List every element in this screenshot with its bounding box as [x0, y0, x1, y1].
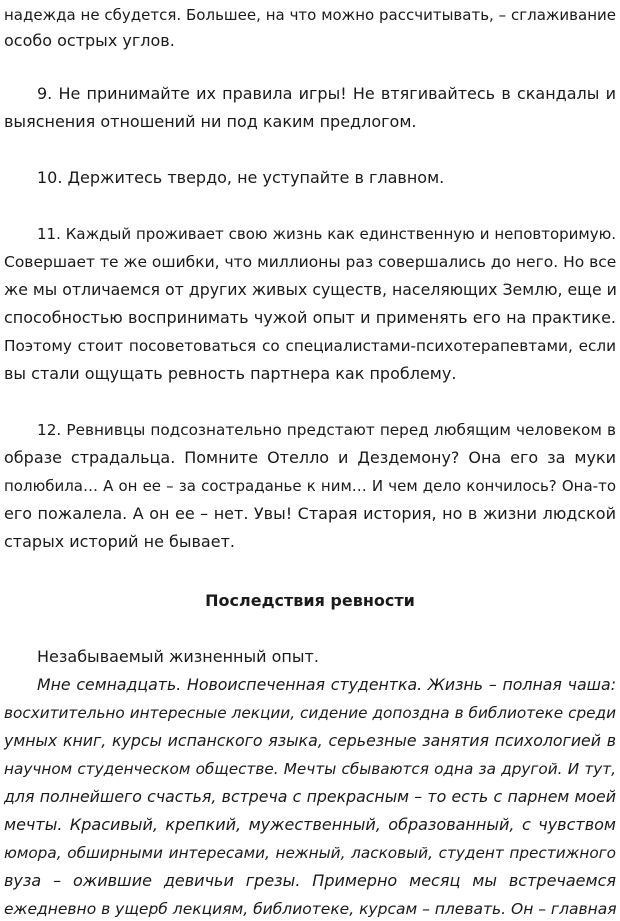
list-item-12-line: старых историй не бывает.: [4, 532, 235, 551]
list-item-12-line: его пожалела. А он ее – нет. Увы! Старая история, но в жизни людской: [4, 504, 616, 523]
story-line: ежедневно в ущерб лекциям, библиотеке, курсам – плевать. Он – главная: [4, 900, 617, 918]
section-intro: Незабываемый жизненный опыт.: [37, 647, 319, 666]
list-item-9-line: выяснения отношений ни под каким предлогом.: [4, 112, 417, 131]
list-item-11-line: вы стали ощущать ревность партнера как проблему.: [4, 364, 457, 383]
list-item-12-line: образе страдальца. Помните Отелло и Дездемону? Она его за муки: [4, 448, 616, 467]
paragraph-line: надежда не сбудется. Большее, на что можно рассчитывать, – сглаживание: [4, 6, 616, 24]
story-line: мечты. Красивый, крепкий, мужественный, образованный, с чувством: [4, 815, 616, 834]
list-item-11-line: же мы отличаемся от других живых существ, населяющих Землю, еще и: [4, 280, 617, 299]
section-heading: Последствия ревности: [205, 591, 415, 610]
story-line: умных книг, курсы испанского языка, серьезные занятия психологией в: [4, 731, 616, 750]
story-line: научном студенческом обществе. Мечты сбываются одна за другой. И тут,: [4, 760, 616, 778]
list-item-12-line: полюбила… А он ее – за состраданье к ним… И чем дело кончилось? Она-то: [4, 477, 616, 495]
list-item-11-line: Совершает те же ошибки, что миллионы раз совершались до него. Но все: [4, 253, 617, 271]
story-line: восхитительно интересные лекции, сидение допоздна в библиотеке среди: [4, 704, 616, 722]
story-line: юмора, обширными интересами, нежный, ласковый, студент престижного: [4, 844, 616, 862]
story-line: вуза – ожившие девичьи грезы. Примерно месяц мы встречаемся: [4, 871, 616, 890]
story-line: для полнейшего счастья, встреча с прекрасным – то есть с парнем моей: [4, 787, 616, 806]
story-line: Мне семнадцать. Новоиспеченная студентка. Жизнь – полная чаша:: [37, 675, 616, 694]
list-item-10-line: 10. Держитесь твердо, не уступайте в главном.: [37, 168, 445, 187]
list-item-11-line: Поэтому стоит посоветоваться со специалистами-психотерапевтами, если: [4, 337, 616, 355]
list-item-9-line: 9. Не принимайте их правила игры! Не втягивайтесь в скандалы и: [37, 84, 616, 103]
list-item-12-line: 12. Ревнивцы подсознательно предстают перед любящим человеком в: [37, 421, 616, 439]
paragraph-line: особо острых углов.: [4, 31, 175, 50]
list-item-11-line: 11. Каждый проживает свою жизнь как единственную и неповторимую.: [37, 225, 616, 243]
list-item-11-line: способностью воспринимать чужой опыт и применять его на практике.: [4, 308, 616, 327]
